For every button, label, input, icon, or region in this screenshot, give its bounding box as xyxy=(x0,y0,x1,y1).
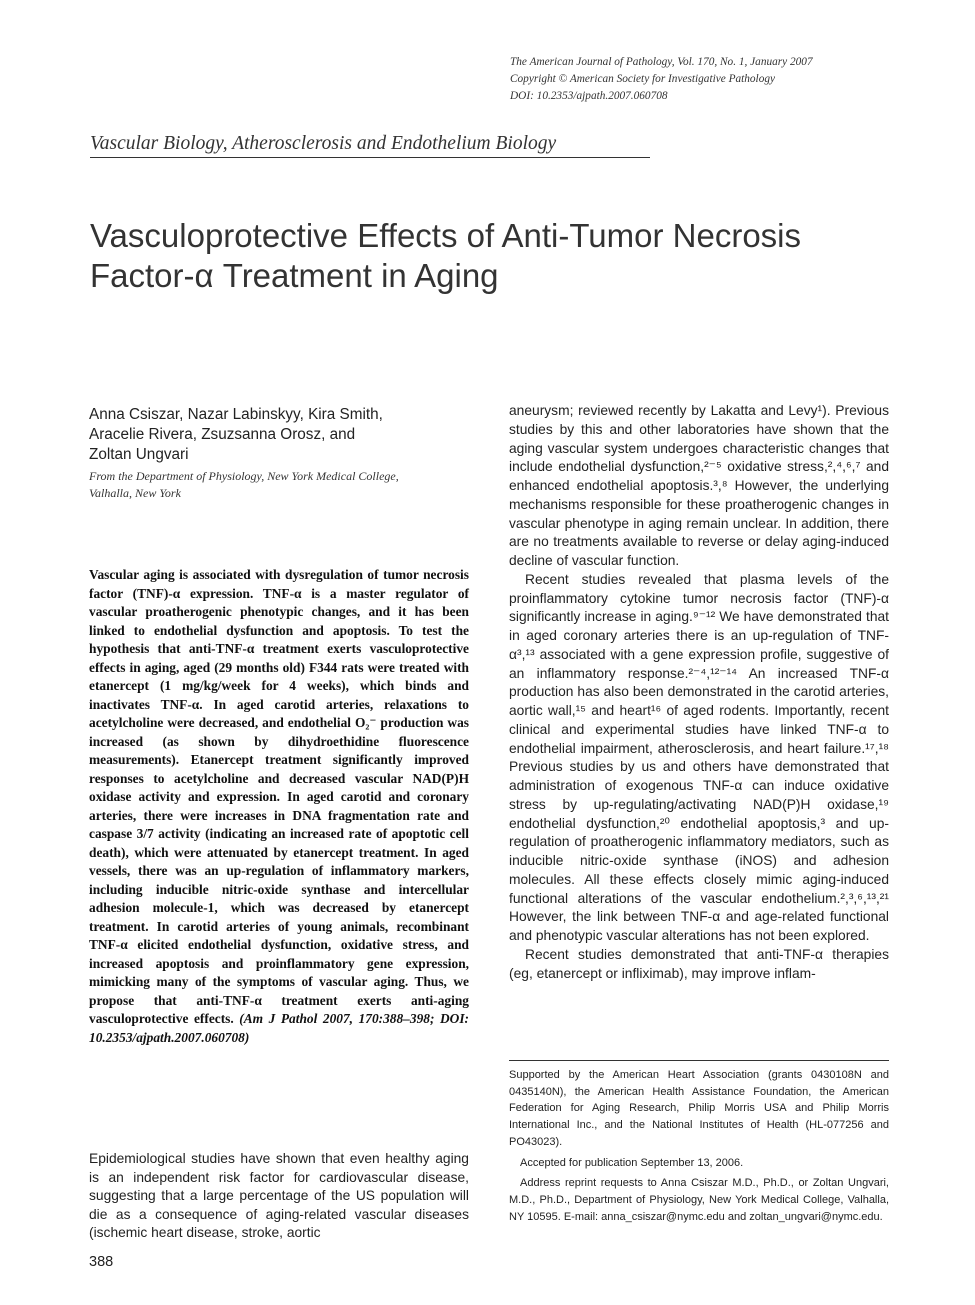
body-paragraph-3: Recent studies demonstrated that anti-TNF-α therapies (eg, etanercept or infliximab), may improve inflam- xyxy=(509,946,889,981)
journal-citation: The American Journal of Pathology, Vol. 170, No. 1, January 2007 xyxy=(510,56,813,68)
body-paragraph-1: aneurysm; reviewed recently by Lakatta and Levy¹). Previous studies by this and other laboratories have shown that the aging vascular system undergoes characteristic changes that include endothelial dysfunction,²⁻⁵ oxidative stress,²,⁴,⁶,⁷ and enhanced endothelial apoptosis.³,⁸ However, the underlying mechanisms responsible for these proatherogenic changes in vascular phenotype in aging remain unclear. In addition, there are no treatments available to reverse or delay aging-induced decline of vascular function. xyxy=(509,403,889,568)
title-line-1: Vasculoprotective Effects of Anti-Tumor Necrosis xyxy=(90,217,801,254)
authors-line-1: Anna Csiszar, Nazar Labinskyy, Kira Smith, xyxy=(89,406,383,423)
journal-doi: DOI: 10.2353/ajpath.2007.060708 xyxy=(510,90,668,102)
footnote-address: Address reprint requests to Anna Csiszar M.D., Ph.D., or Zoltan Ungvari, M.D., Ph.D., Department of Physiology, New York Medical College, Valhalla, NY 10595. E-mail: anna_csiszar@nymc.edu and zoltan_ungvari@nymc.edu. xyxy=(509,1177,889,1223)
journal-copyright: Copyright © American Society for Investigative Pathology xyxy=(510,73,776,85)
affiliation-line-2: Valhalla, New York xyxy=(89,486,181,500)
title-line-2: Factor-α Treatment in Aging xyxy=(90,257,499,294)
affiliation-line-1: From the Department of Physiology, New York Medical College, xyxy=(89,469,399,483)
body-paragraph-2: Recent studies revealed that plasma levels of the proinflammatory cytokine tumor necrosis factor (TNF)-α significantly increase in aging.⁹⁻¹² We have demonstrated that in aged coronary arteries there is an up-regulation of TNF-α³,¹³ associated with a gene expression profile, suggestive of an inflammatory response.²⁻⁴,¹²⁻¹⁴ An increased TNF-α production has also been demonstrated in the carotid arteries, aortic wall,¹⁵ and heart¹⁶ of aged rodents. Importantly, recent clinical and experimental studies have linked TNF-α to endothelial impairment, atherosclerosis, and heart failure.¹⁷,¹⁸ Previous studies by us and others have demonstrated that administration of exogenous TNF-α can induce oxidative stress by up-regulating/activating NAD(P)H oxidase,¹⁹ endothelial dysfunction,²⁰ endothelial apoptosis,³ and up-regulation of proatherogenic inflammatory mediators, such as inducible nitric-oxide synthase (iNOS) and adhesion molecules. All these effects closely mimic aging-induced functional alterations of the vascular endothelium.²,³,⁶,¹³,²¹ However, the link between TNF-α and age-related functional and phenotypic vascular alterations has not been explored. xyxy=(509,571,889,943)
footnote-support: Supported by the American Heart Association (grants 0430108N and 0435140N), the American Health Assistance Foundation, the American Federation for Aging Research, Philip Morris USA and Philip Morris International Inc., and the National Institutes of Health (HL-077256 and PO43023). xyxy=(509,1069,889,1148)
section-heading: Vascular Biology, Atherosclerosis and Endothelium Biology xyxy=(90,133,650,158)
introduction-paragraph xyxy=(89,1150,469,1243)
page-number: 388 xyxy=(89,1254,114,1270)
footnotes xyxy=(509,1067,889,1225)
footnote-accepted: Accepted for publication September 13, 2006. xyxy=(520,1156,744,1169)
abstract-citation: (Am J Pathol 2007, 170:388–398; DOI: 10.2353/ajpath.2007.060708) xyxy=(89,1011,469,1045)
abstract xyxy=(89,566,469,1047)
authors-line-3: Zoltan Ungvari xyxy=(89,446,189,463)
affiliation xyxy=(89,468,469,502)
footnote-divider xyxy=(509,1060,889,1061)
authors-line-2: Aracelie Rivera, Zsuzsanna Orosz, and xyxy=(89,426,356,443)
right-column-body xyxy=(509,402,889,983)
journal-header xyxy=(510,54,910,105)
intro-text: Epidemiological studies have shown that even healthy aging is an independent risk factor for cardiovascular disease, suggesting that a large percentage of the US population will die as a consequence of aging-related vascular diseases (ischemic heart disease, stroke, aortic xyxy=(89,1151,469,1240)
author-list xyxy=(89,405,469,465)
article-title xyxy=(90,216,890,296)
abstract-text: Vascular aging is associated with dysregulation of tumor necrosis factor (TNF)-α expression. TNF-α is a master regulator of vascular proatherogenic phenotypic changes, and it has been linked to endothelial dysfunction and apoptosis. To test the hypothesis that anti-TNF-α treatment exerts vasculoprotective effects in aging, aged (29 months old) F344 rats were treated with etanercept (1 mg/kg/week for 4 weeks), which binds and inactivates TNF-α. In aged carotid arteries, relaxations to acetylcholine were decreased, and endothelial O₂⁻ production was increased (as shown by dihydroethidine fluorescence measurements). Etanercept treatment significantly improved responses to acetylcholine and decreased vascular NAD(P)H oxidase activity and expression. In aged carotid and coronary arteries, there were increases in DNA fragmentation rate and caspase 3/7 activity (indicating an increased rate of apoptotic cell death), which were attenuated by etanercept treatment. In aged vessels, there was an up-regulation of inflammatory markers, including inducible nitric-oxide synthase and intercellular adhesion molecule-1, which was decreased by etanercept treatment. In carotid arteries of young animals, recombinant TNF-α elicited endothelial dysfunction, oxidative stress, and increased apoptosis and proinflammatory gene expression, mimicking many of the symptoms of vascular aging. Thus, we propose that anti-TNF-α treatment exerts anti-aging vasculoprotective effects. xyxy=(89,567,469,1026)
